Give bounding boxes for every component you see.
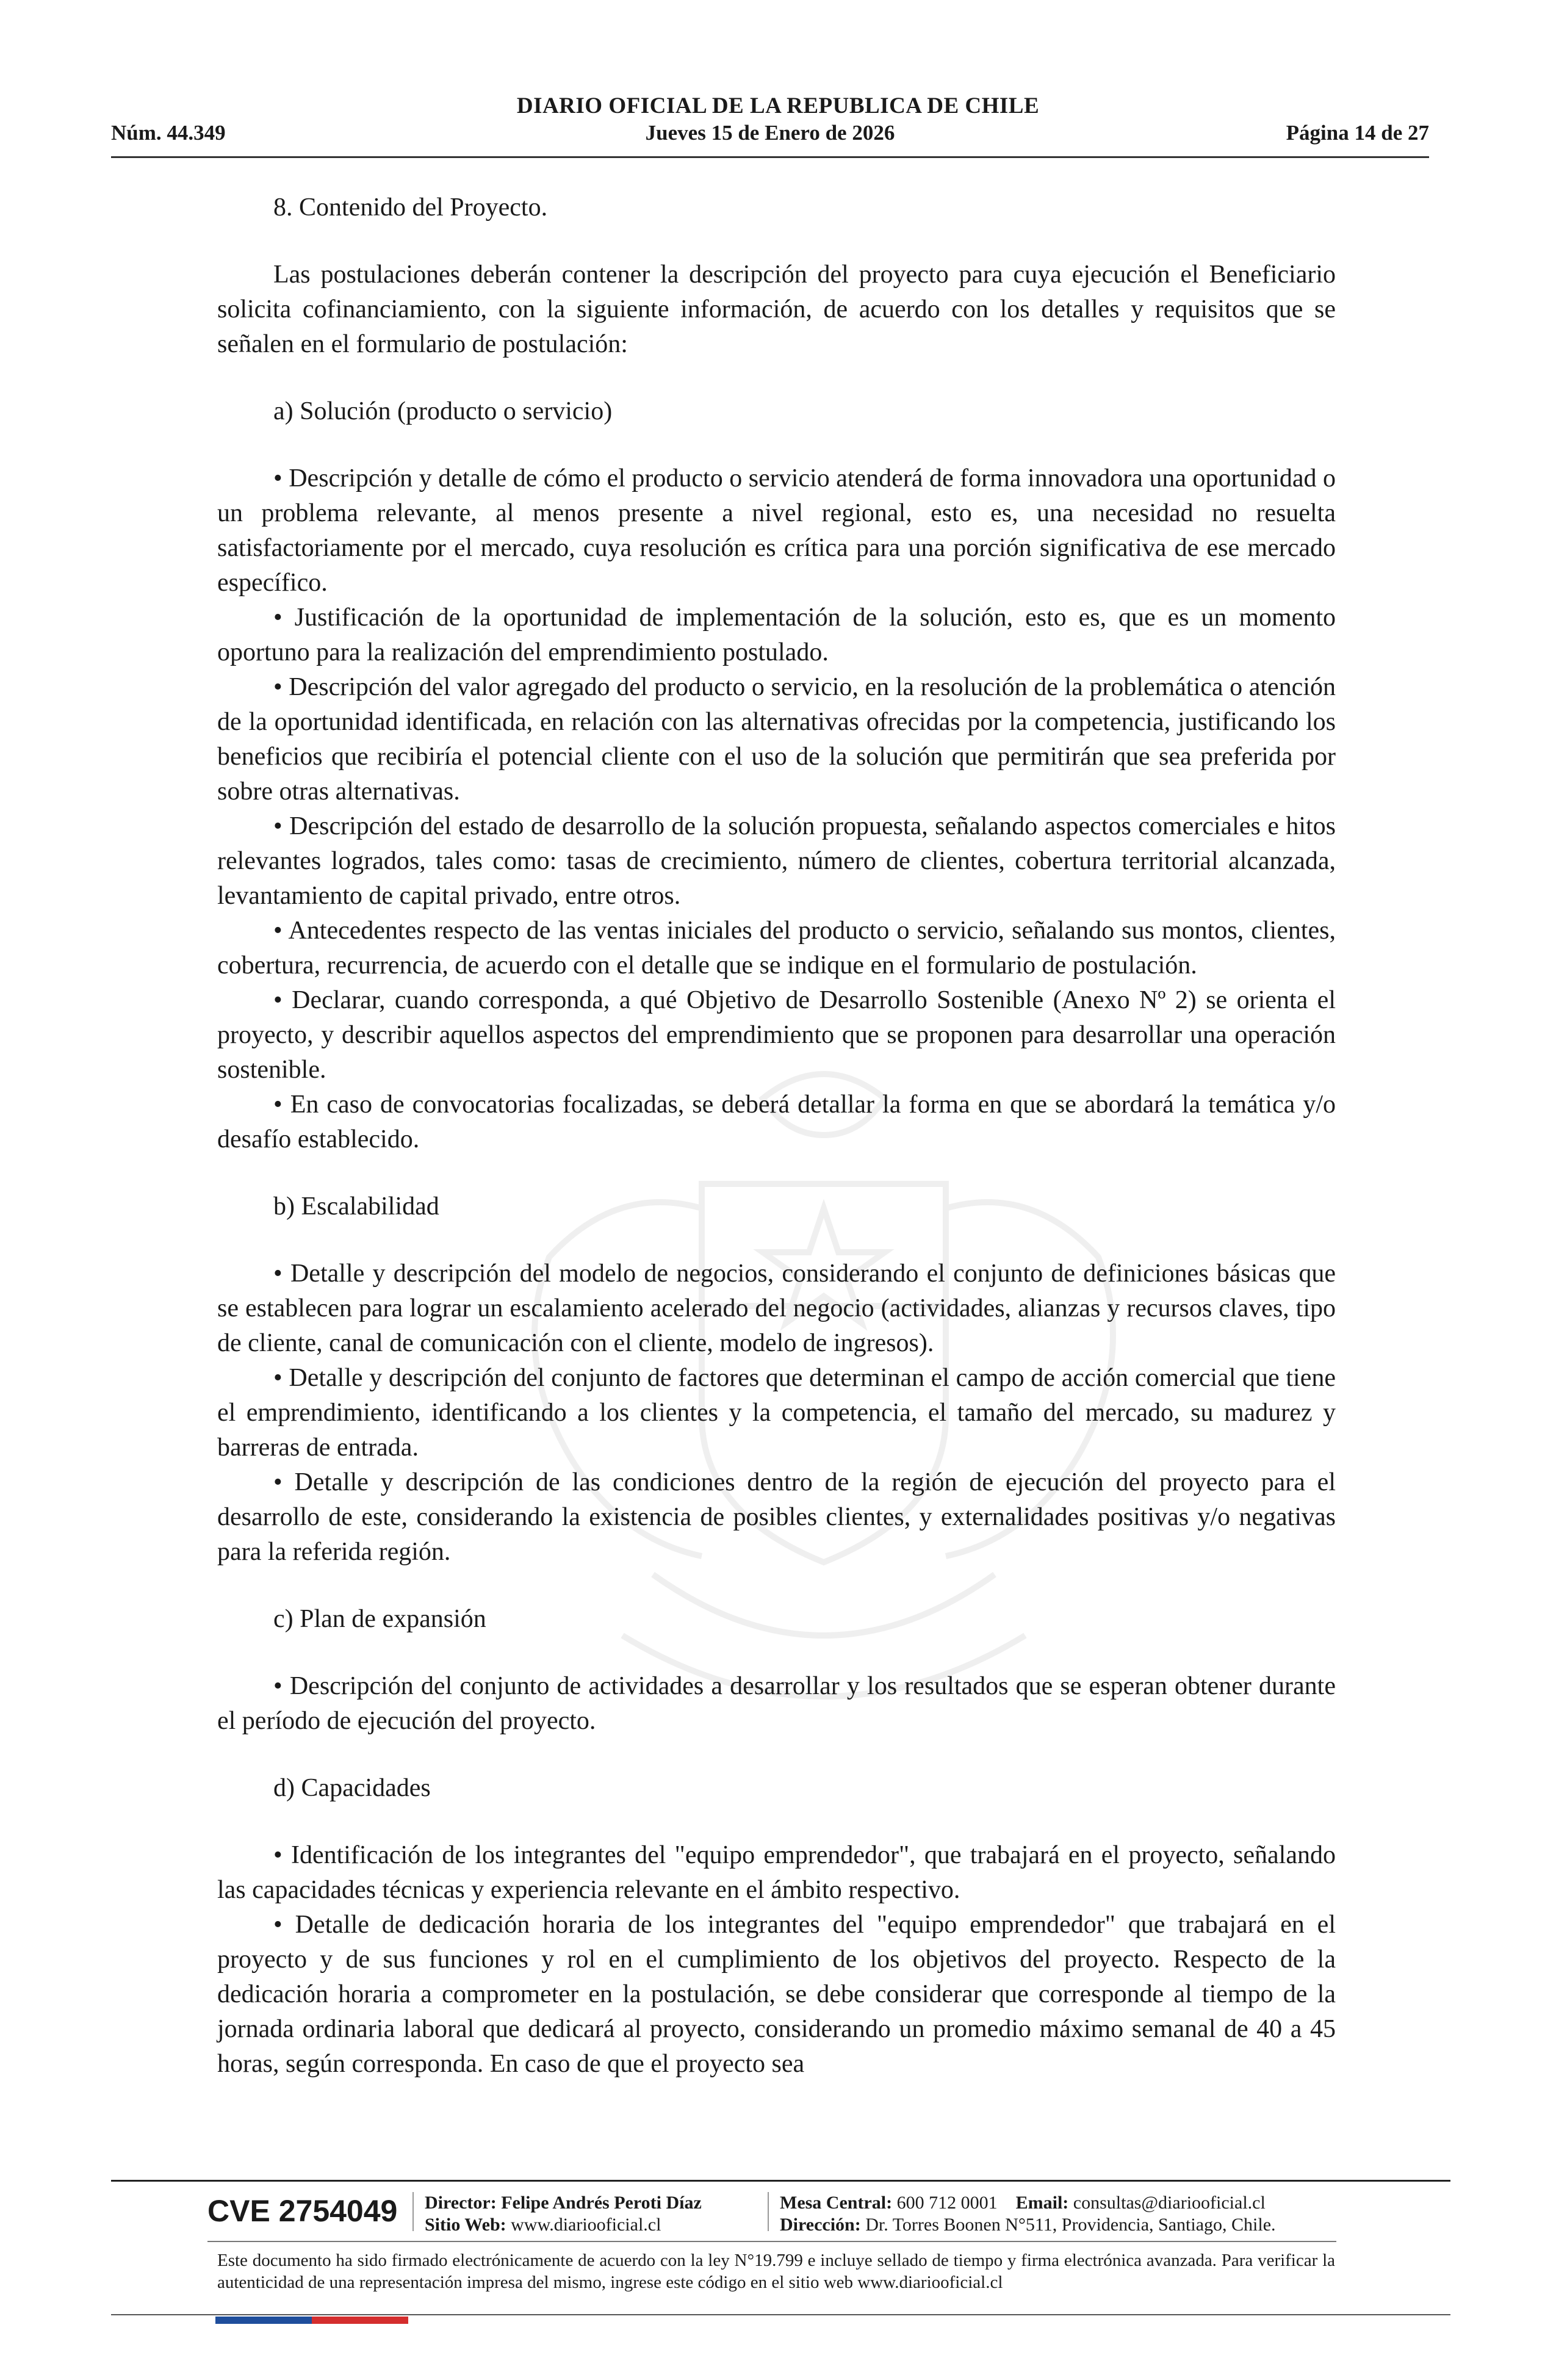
bullet-item: • Justificación de la oportunidad de implementación de la solución, esto es, que es un momento oportuno para la realización del emprendimiento postulado. <box>217 604 1336 666</box>
issue-date: Jueves 15 de Enero de 2026 <box>645 121 895 145</box>
subsection-heading: c) Plan de expansión <box>273 1605 486 1633</box>
document-body <box>217 190 1336 2082</box>
bullet-item: • Declarar, cuando corresponda, a qué Objetivo de Desarrollo Sostenible (Anexo Nº 2) se orienta el proyecto, y describir aquellos aspectos del emprendimiento que se proponen para desarrollar una operación sostenible. <box>217 986 1336 1084</box>
section-heading: 8. Contenido del Proyecto. <box>273 193 548 222</box>
publication-title: DIARIO OFICIAL DE LA REPUBLICA DE CHILE <box>516 93 1040 118</box>
website-link[interactable]: www.diariooficial.cl <box>511 2215 661 2235</box>
bullet-item: • Detalle de dedicación horaria de los integrantes del "equipo emprendedor" que trabajará en el proyecto y de sus funciones y rol en el cumplimiento de los objetivos del proyecto. Respecto de la dedicación horaria a comprometer en la postulación, se debe considerar que corresponde al tiempo de la jornada ordinaria laboral que dedicará al proyecto, considerando un promedio máximo semanal de 40 a 45 horas, según corresponda. En caso de que el proyecto sea <box>217 1911 1336 2078</box>
flag-stripe-red <box>312 2317 408 2324</box>
footer-director-block <box>425 2192 702 2236</box>
bullet-item: • Detalle y descripción de las condiciones dentro de la región de ejecución del proyecto para el desarrollo de este, considerando la existencia de posibles clientes, y externalidades positivas y/o negativas para la referida región. <box>217 1468 1336 1566</box>
bullet-item: • Descripción del valor agregado del producto o servicio, en la resolución de la problemática o atención de la oportunidad identificada, en relación con las alternativas ofrecidas por la competencia, justificando los beneficios que recibiría el potencial cliente con el uso de la solución que permitirán que sea preferida por sobre otras alternativas. <box>217 673 1336 806</box>
subsection-heading: b) Escalabilidad <box>273 1192 439 1221</box>
footer-separator <box>412 2192 414 2231</box>
mesa-label: Mesa Central: <box>780 2193 893 2213</box>
bullet-item: • Descripción y detalle de cómo el producto o servicio atenderá de forma innovadora una oportunidad o un problema relevante, al menos presente a nivel regional, esto es, una necesidad no resuelta satisfactoriamente por el mercado, cuya resolución es crítica para una porción significativa de ese mercado específico. <box>217 464 1336 597</box>
footer-contact-block <box>780 2192 1276 2236</box>
flag-stripe-blue <box>215 2317 312 2324</box>
bullet-item: • Detalle y descripción del conjunto de factores que determinan el campo de acción comercial que tiene el emprendimiento, identificando a los clientes y la competencia, el tamaño del mercado, su madurez y barreras de entrada. <box>217 1364 1336 1462</box>
email-label: Email: <box>1015 2193 1069 2213</box>
subsection-heading: a) Solución (producto o servicio) <box>273 397 613 425</box>
mesa-phone: 600 712 0001 <box>896 2193 998 2213</box>
bullet-item: • Descripción del conjunto de actividades a desarrollar y los resultados que se esperan obtener durante el período de ejecución del proyecto. <box>217 1672 1336 1735</box>
footer-divider-mid <box>207 2241 1336 2242</box>
bullet-item: • Descripción del estado de desarrollo de la solución propuesta, señalando aspectos comerciales e hitos relevantes logrados, tales como: tasas de crecimiento, número de clientes, cobertura territorial alcanzada, levantamiento de capital privado, entre otros. <box>217 812 1336 910</box>
flag-stripe <box>215 2317 408 2324</box>
footer-divider-top <box>111 2180 1450 2182</box>
issue-number: Núm. 44.349 <box>111 121 226 145</box>
website-label: Sitio Web: <box>425 2215 506 2235</box>
footer-divider-bottom <box>111 2314 1450 2315</box>
bullet-item: • Identificación de los integrantes del "equipo emprendedor", que trabajará en el proyecto, señalando las capacidades técnicas y experiencia relevante en el ámbito respectivo. <box>217 1841 1336 1904</box>
email-link[interactable]: consultas@diariooficial.cl <box>1073 2193 1266 2213</box>
paragraph: Las postulaciones deberán contener la descripción del proyecto para cuya ejecución el Beneficiario solicita cofinanciamiento, con la siguiente información, de acuerdo con los detalles y requisitos que se señalen en el formulario de postulación: <box>217 261 1336 358</box>
legal-notice: Este documento ha sido firmado electrónicamente de acuerdo con la ley N°19.799 e incluye sellado de tiempo y firma electrónica avanzada. Para verificar la autenticidad de una representación impresa del mismo, ingrese este código en el sitio web www.diariooficial.cl <box>217 2251 1335 2292</box>
address-value: Dr. Torres Boonen N°511, Providencia, Santiago, Chile. <box>865 2215 1276 2235</box>
header-divider <box>111 156 1429 158</box>
bullet-item: • Detalle y descripción del modelo de negocios, considerando el conjunto de definiciones básicas que se establecen para lograr un escalamiento acelerado del negocio (actividades, alianzas y recursos claves, tipo de cliente, canal de comunicación con el cliente, modelo de ingresos). <box>217 1260 1336 1357</box>
bullet-item: • En caso de convocatorias focalizadas, se deberá detallar la forma en que se abordará la temática y/o desafío establecido. <box>217 1091 1336 1153</box>
address-label: Dirección: <box>780 2215 861 2235</box>
director-name: Felipe Andrés Peroti Díaz <box>501 2193 702 2213</box>
director-label: Director: <box>425 2193 497 2213</box>
footer-separator <box>768 2192 769 2231</box>
cve-code: CVE 2754049 <box>207 2194 398 2228</box>
page-indicator: Página 14 de 27 <box>1286 121 1429 145</box>
subsection-heading: d) Capacidades <box>273 1774 431 1802</box>
bullet-item: • Antecedentes respecto de las ventas iniciales del producto o servicio, señalando sus montos, clientes, cobertura, recurrencia, de acuerdo con el detalle que se indique en el formulario de postulación. <box>217 917 1336 979</box>
header-row <box>111 121 1429 150</box>
